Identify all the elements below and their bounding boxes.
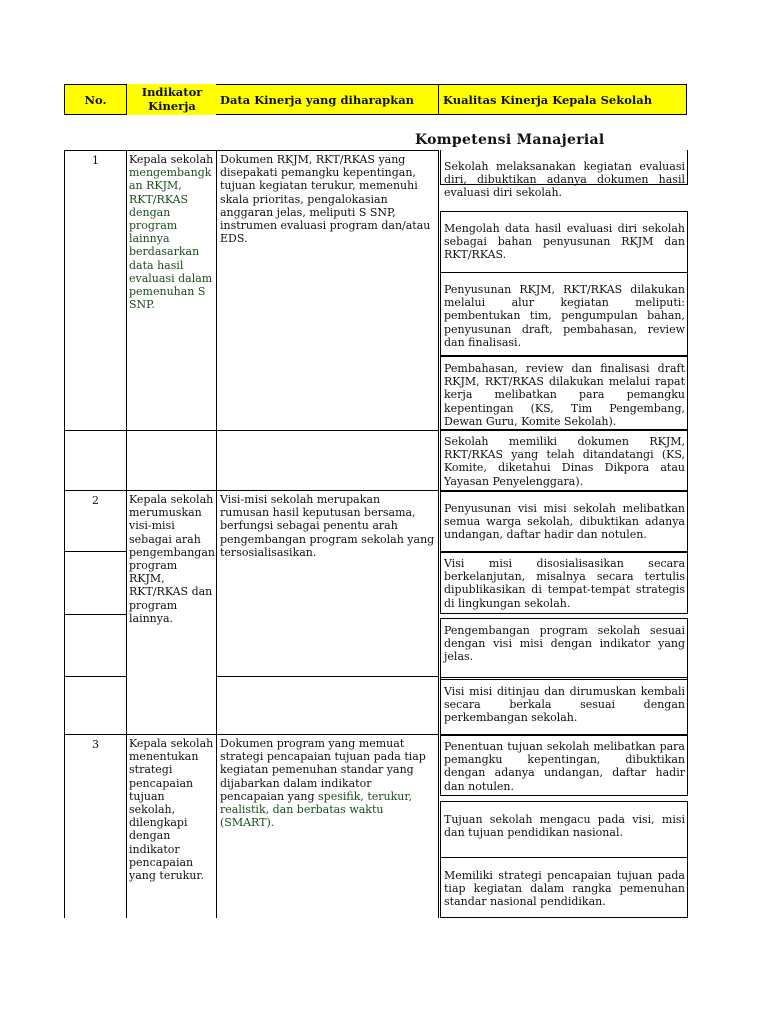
- row1-data-kinerja: Dokumen RKJM, RKT/RKAS yang disepakati pemangku kepentingan, tujuan kegiatan terukur, memenuhi skala prioritas, pengalokasian anggaran jelas, meliputi S SNP, instrumen evaluasi program dan/atau EDS.: [220, 153, 431, 246]
- row3-kualitas-2: Tujuan sekolah mengacu pada visi, misi dan tujuan pendidikan nasional.: [440, 801, 688, 858]
- table-top-border: [64, 150, 439, 151]
- header-data-kinerja-label: Data Kinerja yang diharapkan: [220, 92, 415, 107]
- header-no-label: No.: [84, 92, 107, 107]
- row2-subrow-border-b: [64, 614, 127, 615]
- row1-kualitas-1: Sekolah melaksanakan kegiatan evaluasi diri, dibuktikan adanya dokumen hasil evaluasi diri sekolah.: [440, 150, 688, 185]
- row1-subrow-border: [64, 430, 439, 431]
- row3-kualitas-1: Penentuan tujuan sekolah melibatkan para pemangku kepentingan, dibuktikan dengan adanya undangan, daftar hadir dan notulen.: [440, 735, 688, 796]
- row1-kualitas-2: Mengolah data hasil evaluasi diri sekolah sebagai bahan penyusunan RKJM dan RKT/RKAS.: [440, 211, 688, 273]
- row2-indikator: Kepala sekolah merumuskan visi-misi sebagai arah pengembangan program RKJM, RKT/RKAS dan program lainnya.: [129, 493, 215, 625]
- header-indikator-line2: Kinerja: [148, 99, 196, 113]
- row1-kualitas-5: Sekolah memiliki dokumen RKJM, RKT/RKAS yang telah ditandatangi (KS, Komite, diketahui Dinas Dikpora atau Yayasan Penyelenggara).: [440, 430, 688, 491]
- header-indikator: [127, 84, 217, 115]
- row3-data-kinerja: [220, 737, 442, 829]
- row2-number: 2: [92, 494, 99, 507]
- row3-kualitas-3: Memiliki strategi pencapaian tujuan pada tiap kegiatan dalam rangka pemenuhan standar nasional pendidikan.: [440, 857, 688, 918]
- row2-kualitas-3: Pengembangan program sekolah sesuai dengan visi misi dengan indikator yang jelas.: [440, 618, 688, 680]
- row2-subrow-border-a: [64, 551, 127, 552]
- row3-top-border: [64, 734, 439, 735]
- header-data-kinerja: [216, 84, 439, 115]
- row2-subrow-border-c: [64, 676, 127, 677]
- row2-kualitas-4: Visi misi ditinjau dan dirumuskan kembali secara berkala sesuai dengan perkembangan sekolah.: [440, 677, 688, 735]
- row1-indikator-subject: Kepala sekolah: [129, 153, 214, 166]
- section-title: Kompetensi Manajerial: [415, 132, 605, 148]
- row1-indikator: [129, 153, 217, 311]
- row2-top-border: [64, 490, 439, 491]
- row1-indikator-detail: mengembangk an RKJM, RKT/RKAS dengan program lainnya berdasarkan data hasil evaluasi dalam pemenuhan S SNP.: [129, 166, 213, 312]
- row3-data-kinerja-smart: spesifik, terukur, realistik, dan berbatas waktu (SMART).: [220, 789, 412, 830]
- row3-indikator: Kepala sekolah menentukan strategi pencapaian tujuan sekolah, dilengkapi dengan indikator pencapaian yang terukur.: [129, 737, 214, 883]
- row1-kualitas-4: Pembahasan, review dan finalisasi draft RKJM, RKT/RKAS dilakukan melalui rapat kerja melibatkan para pemangku kepentingan (KS, Tim Pengembang, Dewan Guru, Komite Sekolah).: [440, 356, 688, 430]
- col-divider-left: [64, 150, 65, 918]
- header-kualitas: [438, 84, 687, 115]
- row3-number: 3: [92, 738, 99, 751]
- col-divider-no: [126, 150, 127, 918]
- header-no: [64, 84, 127, 115]
- header-indikator-line1: Indikator: [141, 85, 203, 99]
- row1-kualitas-3: Penyusunan RKJM, RKT/RKAS dilakukan melalui alur kegiatan meliputi: pembentukan tim, pengumpulan bahan, penyusunan draft, pembahasan, review dan finalisasi.: [440, 272, 688, 356]
- row2-kualitas-2: Visi misi disosialisasikan secara berkelanjutan, misalnya secara tertulis dipublikasikan di tempat-tempat strategis di lingkungan sekolah.: [440, 552, 688, 614]
- header-kualitas-label: Kualitas Kinerja Kepala Sekolah: [443, 92, 653, 107]
- row2-subrow-border-d: [216, 676, 439, 677]
- row1-number: 1: [92, 154, 99, 167]
- row2-kualitas-1: Penyusunan visi misi sekolah melibatkan semua warga sekolah, dibuktikan adanya undangan, daftar hadir dan notulen.: [440, 491, 688, 552]
- row3-data-kinerja-main: Dokumen program yang memuat strategi pencapaian tujuan pada tiap kegiatan pemenuhan standar yang dijabarkan dalam indikator pencapaian yang: [220, 737, 426, 803]
- row2-data-kinerja: Visi-misi sekolah merupakan rumusan hasil keputusan bersama, berfungsi sebagai penentu arah pengembangan program sekolah yang tersosialisasikan.: [220, 493, 435, 559]
